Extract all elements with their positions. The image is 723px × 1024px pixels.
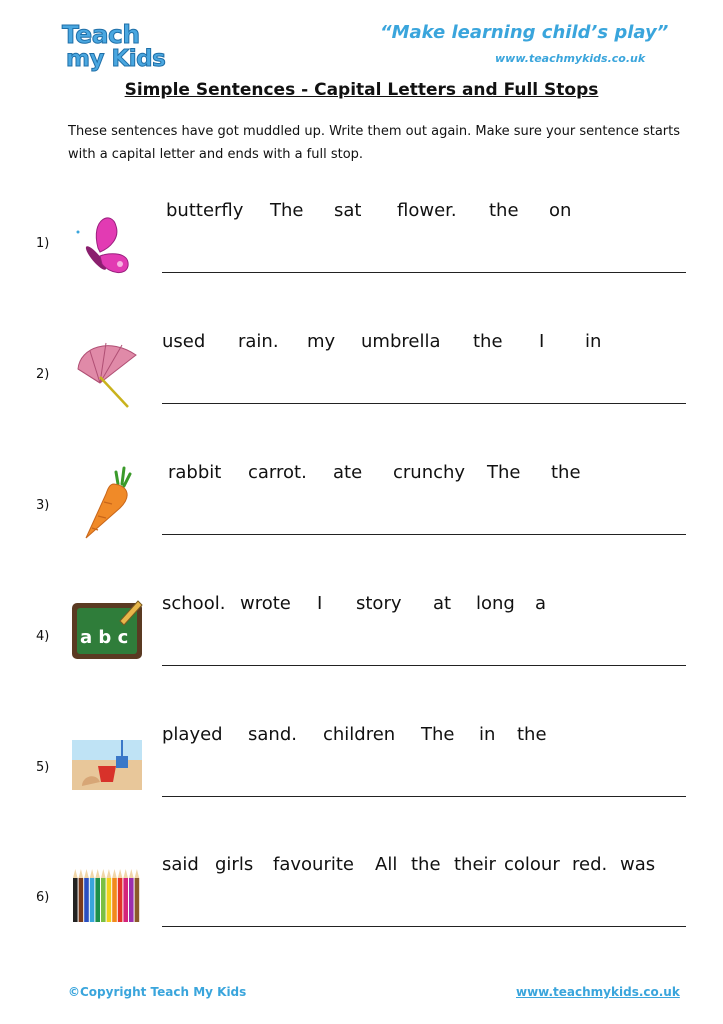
word: the	[551, 462, 581, 483]
word: children	[323, 724, 396, 745]
answer-line[interactable]	[162, 665, 686, 666]
pencil-body	[123, 878, 128, 922]
pencil-body	[135, 878, 140, 922]
word: rabbit	[168, 462, 222, 483]
word: crunchy	[393, 462, 466, 483]
word: The	[270, 200, 304, 221]
pencil-tip	[123, 869, 128, 878]
pencil-body	[112, 878, 117, 922]
question-5	[0, 724, 723, 854]
word: the	[473, 331, 503, 352]
pencil-body	[79, 878, 84, 922]
pencil-tip	[73, 869, 78, 878]
pencil-tip	[135, 869, 140, 878]
pencil-body	[107, 878, 112, 922]
word: the	[517, 724, 547, 745]
pencil-tip	[95, 869, 100, 878]
word: in	[479, 724, 496, 745]
word: long	[476, 593, 515, 614]
pencil-tip	[118, 869, 123, 878]
word: I	[317, 593, 323, 614]
word: my	[307, 331, 336, 352]
word: rain.	[238, 331, 279, 352]
carrot-icon	[70, 466, 145, 536]
butterfly-icon	[70, 208, 145, 278]
pencil-body	[118, 878, 123, 922]
word: was	[620, 854, 656, 875]
word: carrot.	[248, 462, 307, 483]
question-4	[0, 593, 723, 723]
answer-line[interactable]	[162, 272, 686, 273]
word: colour	[504, 854, 560, 875]
question-6	[0, 854, 723, 984]
logo-text-teach: Teach	[62, 20, 140, 49]
word: ate	[333, 462, 363, 483]
word: wrote	[240, 593, 291, 614]
colouring-pencils-icon	[70, 866, 145, 936]
word: I	[539, 331, 545, 352]
question-number: 5)	[36, 760, 50, 775]
answer-line[interactable]	[162, 796, 686, 797]
footer-website-link[interactable]: www.teachmykids.co.uk	[516, 985, 680, 999]
question-number: 4)	[36, 629, 50, 644]
pencil-body	[84, 878, 89, 922]
question-1	[0, 200, 723, 330]
pencil-body	[73, 878, 78, 922]
word: All	[375, 854, 398, 875]
question-number: 6)	[36, 890, 50, 905]
pencil-body	[129, 878, 134, 922]
word: The	[487, 462, 521, 483]
answer-line[interactable]	[162, 926, 686, 927]
sandcastle-bucket-icon	[70, 736, 145, 806]
word: favourite	[273, 854, 354, 875]
word: on	[549, 200, 572, 221]
word: the	[489, 200, 519, 221]
header-website: www.teachmykids.co.uk	[495, 52, 646, 65]
word: The	[421, 724, 455, 745]
word: girls	[215, 854, 254, 875]
instructions: These sentences have got muddled up. Write them out again. Make sure your sentence starts with a capital letter and ends with a full stop.	[68, 124, 681, 162]
pencil-tip	[84, 869, 89, 878]
question-number: 3)	[36, 498, 50, 513]
pencil-tip	[101, 869, 106, 878]
svg-text:a b c: a b c	[80, 627, 129, 648]
word: played	[162, 724, 223, 745]
word: red.	[572, 854, 608, 875]
chalkboard-abc-icon	[70, 597, 145, 667]
answer-line[interactable]	[162, 534, 686, 535]
word: butterfly	[166, 200, 244, 221]
word: a	[535, 593, 547, 614]
word: the	[411, 854, 441, 875]
pencil-body	[95, 878, 100, 922]
word: flower.	[397, 200, 457, 221]
pencil-tip	[90, 869, 95, 878]
word: story	[356, 593, 402, 614]
teach-my-kids-logo	[62, 20, 172, 76]
question-2	[0, 331, 723, 461]
tagline: “Make learning child’s play”	[380, 22, 669, 43]
question-3	[0, 462, 723, 592]
pencil-tip	[129, 869, 134, 878]
copyright-text: ©Copyright Teach My Kids	[68, 985, 247, 999]
pencil-body	[90, 878, 95, 922]
logo-text-mykids: my Kids	[66, 46, 166, 72]
answer-line[interactable]	[162, 403, 686, 404]
word: their	[454, 854, 496, 875]
word: said	[162, 854, 199, 875]
pencil-body	[101, 878, 106, 922]
pencil-tip	[79, 869, 84, 878]
pencil-tip	[112, 869, 117, 878]
question-number: 2)	[36, 367, 50, 382]
question-number: 1)	[36, 236, 50, 251]
word: school.	[162, 593, 226, 614]
worksheet-title: Simple Sentences - Capital Letters and Full Stops	[124, 80, 599, 100]
word: umbrella	[361, 331, 441, 352]
word: sat	[334, 200, 362, 221]
pencil-tip	[107, 869, 112, 878]
word: in	[585, 331, 602, 352]
umbrella-icon	[70, 337, 145, 407]
word: at	[433, 593, 452, 614]
word: used	[162, 331, 206, 352]
word: sand.	[248, 724, 297, 745]
